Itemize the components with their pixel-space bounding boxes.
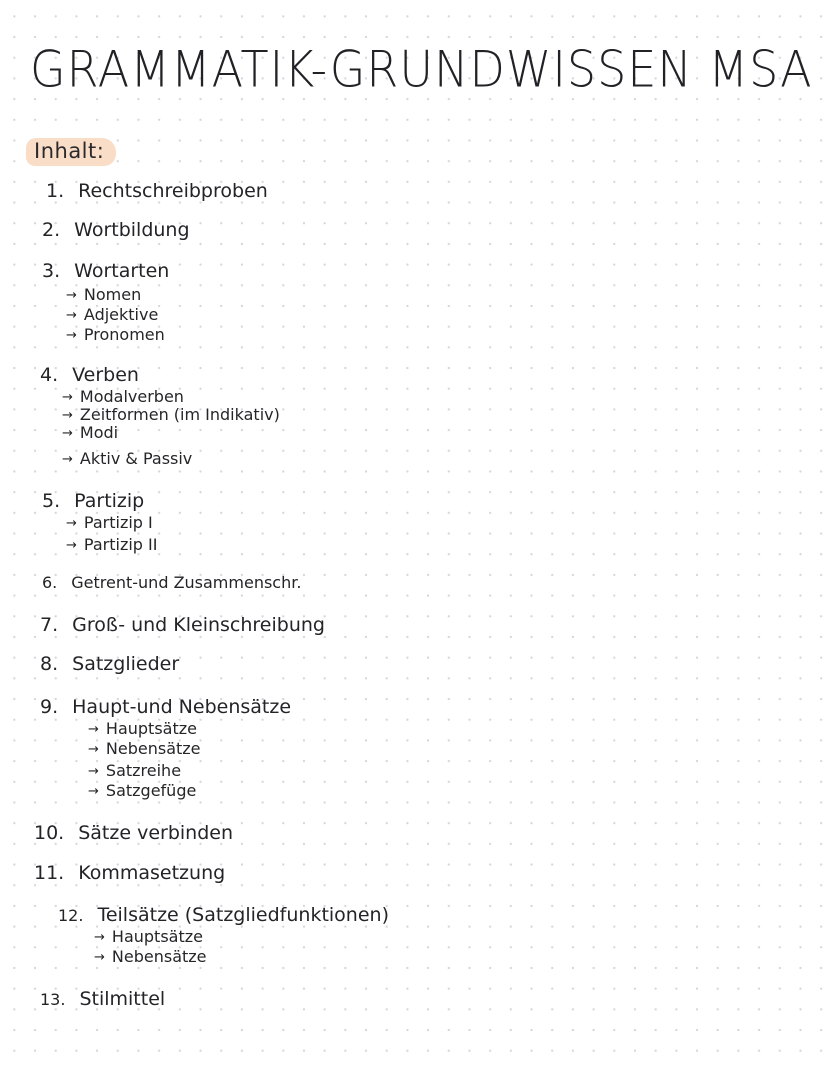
- toc-item-label: Teilsätze (Satzgliedfunktionen): [97, 904, 389, 926]
- sub-item: [66, 326, 165, 346]
- toc-item-label: Getrent-und Zusammenschr.: [71, 573, 302, 592]
- toc-item-2: [42, 219, 190, 241]
- sub-item: [88, 740, 201, 760]
- sub-item: [88, 762, 181, 782]
- toc-item-13: [40, 988, 165, 1011]
- sub-item-label: Partizip I: [83, 513, 153, 532]
- sub-item: [66, 306, 158, 326]
- sub-item-label: Hauptsätze: [111, 927, 203, 946]
- sub-item-label: Satzgefüge: [105, 781, 197, 800]
- toc-item-label: Wortbildung: [74, 219, 190, 241]
- toc-item-number: 8.: [40, 653, 59, 675]
- toc-item-number: 9.: [40, 696, 59, 718]
- arrow-right-icon: →: [88, 722, 99, 737]
- toc-item-number: 3.: [42, 260, 61, 282]
- toc-item-6: [42, 572, 301, 594]
- toc-item-number: 13.: [40, 990, 66, 1009]
- toc-item-12: [58, 904, 389, 927]
- sub-item: [94, 928, 203, 948]
- toc-item-number: 10.: [34, 822, 65, 844]
- sub-item-label: Modalverben: [79, 387, 184, 406]
- sub-item-label: Hauptsätze: [105, 719, 197, 738]
- sub-item-label: Adjektive: [83, 305, 159, 324]
- toc-item-number: 6.: [42, 573, 58, 592]
- page-title: GRAMMATIK-GRUNDWISSEN MSA: [30, 40, 813, 99]
- toc-item-1: [46, 180, 268, 202]
- sub-item: [66, 514, 153, 534]
- sub-item-label: Aktiv & Passiv: [79, 449, 193, 468]
- arrow-right-icon: →: [88, 764, 99, 779]
- toc-item-number: 12.: [58, 906, 84, 925]
- sub-item: [94, 948, 207, 968]
- sub-item-label: Nebensätze: [111, 947, 207, 966]
- arrow-right-icon: →: [94, 950, 105, 965]
- toc-item-9: [40, 696, 291, 718]
- sub-item: [88, 782, 196, 802]
- arrow-right-icon: →: [66, 516, 77, 531]
- toc-item-label: Satzglieder: [72, 653, 180, 675]
- arrow-right-icon: →: [66, 288, 77, 303]
- sub-item-label: Nomen: [83, 285, 142, 304]
- toc-item-5: [42, 490, 144, 512]
- sub-item: [66, 286, 141, 306]
- arrow-right-icon: →: [66, 538, 77, 553]
- arrow-right-icon: →: [94, 930, 105, 945]
- arrow-right-icon: →: [66, 308, 77, 323]
- sub-item: [88, 720, 197, 740]
- toc-item-7: [40, 614, 325, 636]
- arrow-right-icon: →: [62, 452, 73, 467]
- arrow-right-icon: →: [62, 390, 73, 405]
- arrow-right-icon: →: [62, 408, 73, 423]
- toc-item-3: [42, 260, 169, 282]
- arrow-right-icon: →: [66, 328, 77, 343]
- toc-item-4: [40, 364, 139, 386]
- toc-item-number: 1.: [46, 180, 65, 202]
- toc-item-label: Kommasetzung: [78, 862, 226, 884]
- sub-item-label: Pronomen: [83, 325, 165, 344]
- toc-item-label: Wortarten: [74, 260, 170, 282]
- sub-item-label: Zeitformen (im Indikativ): [79, 405, 280, 424]
- toc-item-label: Stilmittel: [79, 988, 166, 1010]
- contents-label-highlight: Inhalt:: [26, 138, 116, 166]
- toc-item-number: 4.: [40, 364, 59, 386]
- toc-item-label: Rechtschreibproben: [78, 180, 268, 202]
- toc-item-number: 11.: [34, 862, 65, 884]
- toc-item-8: [40, 653, 179, 675]
- toc-item-label: Verben: [72, 364, 139, 386]
- toc-item-label: Partizip: [74, 490, 145, 512]
- toc-item-10: [34, 822, 233, 844]
- sub-item-label: Modi: [79, 423, 119, 442]
- sub-item: [66, 536, 157, 556]
- arrow-right-icon: →: [62, 426, 73, 441]
- toc-item-label: Groß- und Kleinschreibung: [72, 614, 325, 636]
- toc-item-number: 7.: [40, 614, 59, 636]
- sub-item-label: Satzreihe: [105, 761, 182, 780]
- toc-item-label: Sätze verbinden: [78, 822, 233, 844]
- toc-item-label: Haupt-und Nebensätze: [72, 696, 292, 718]
- toc-item-11: [34, 862, 225, 884]
- toc-item-number: 2.: [42, 219, 61, 241]
- toc-item-number: 5.: [42, 490, 61, 512]
- sub-item: [62, 450, 192, 470]
- arrow-right-icon: →: [88, 784, 99, 799]
- sub-item-label: Partizip II: [83, 535, 158, 554]
- sub-item: [62, 424, 118, 444]
- arrow-right-icon: →: [88, 742, 99, 757]
- sub-item-label: Nebensätze: [105, 739, 201, 758]
